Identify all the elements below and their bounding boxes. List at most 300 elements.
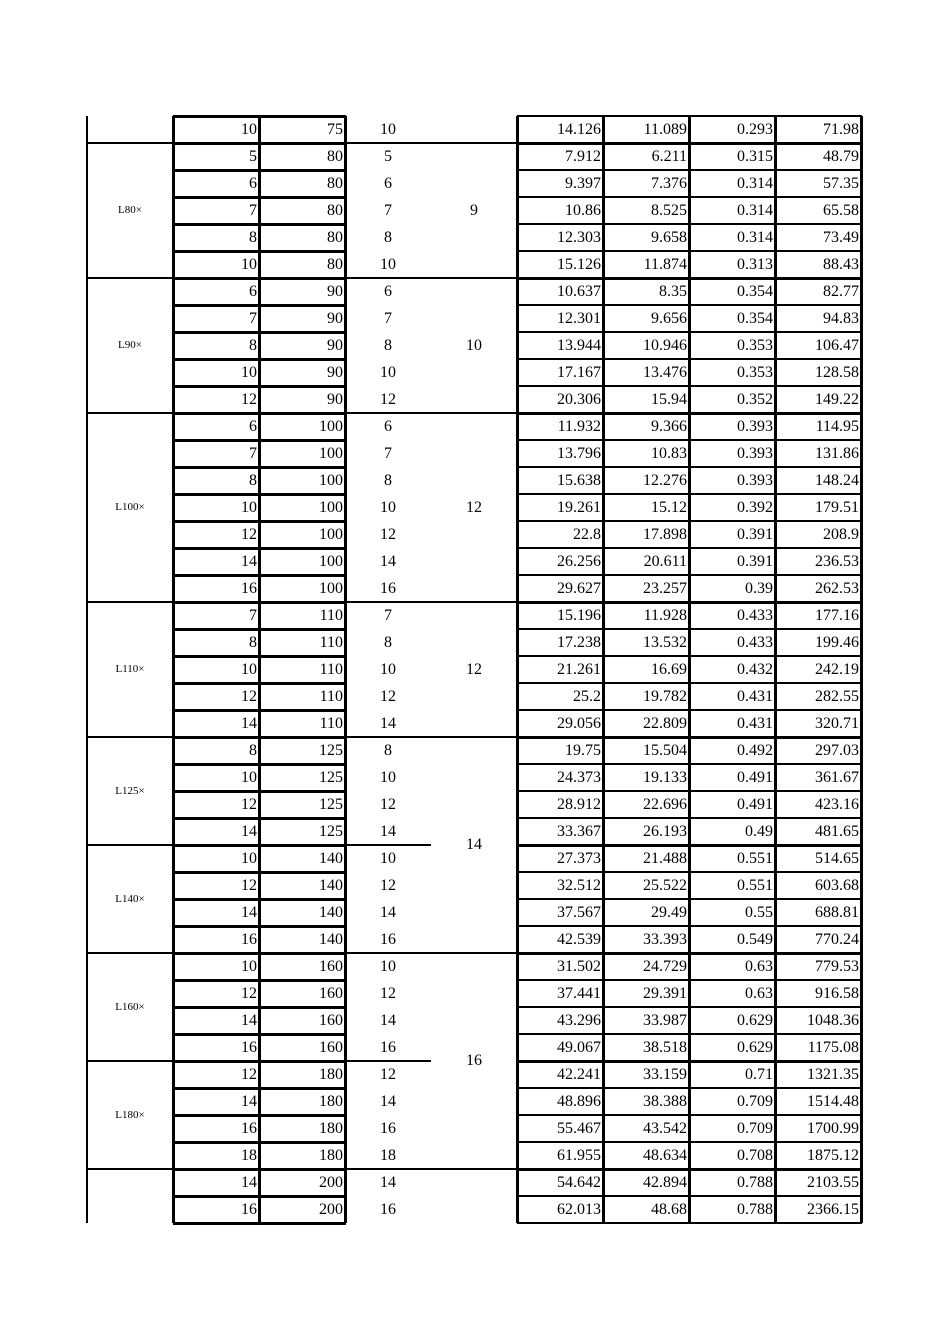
grid-hline xyxy=(173,169,346,172)
table-cell: 100 xyxy=(319,445,343,462)
group-hline xyxy=(87,1168,173,1170)
table-cell: 11.932 xyxy=(557,418,601,435)
table-cell: 38.518 xyxy=(643,1039,687,1056)
grid-hline xyxy=(173,1060,346,1063)
table-cell: 10 xyxy=(241,958,257,975)
table-cell: 7 xyxy=(384,607,392,624)
group-hline xyxy=(517,736,862,739)
grid-hline xyxy=(173,520,346,523)
flange-hline xyxy=(431,736,517,738)
table-cell: 10.83 xyxy=(651,445,687,462)
table-cell: 180 xyxy=(319,1147,343,1164)
table-cell: 100 xyxy=(319,418,343,435)
grid-hline xyxy=(517,358,862,360)
grid-hline xyxy=(517,223,862,225)
table-cell: 19.133 xyxy=(643,769,687,786)
flange-hline xyxy=(431,142,517,144)
table-cell: 5 xyxy=(384,148,392,165)
group-hline xyxy=(87,277,173,279)
table-cell: 128.58 xyxy=(815,364,859,381)
grid-hline xyxy=(173,1168,346,1171)
table-cell: 6.211 xyxy=(651,148,687,165)
table-cell: 12 xyxy=(380,877,396,894)
table-cell: 10.86 xyxy=(565,202,601,219)
table-cell: 33.159 xyxy=(643,1066,687,1083)
table-cell: 0.314 xyxy=(737,229,773,246)
table-cell: 18 xyxy=(380,1147,396,1164)
table-cell: 160 xyxy=(319,1012,343,1029)
table-cell: 0.353 xyxy=(737,364,773,381)
table-cell: 31.502 xyxy=(557,958,601,975)
table-cell: 18 xyxy=(241,1147,257,1164)
grid-hline xyxy=(517,979,862,981)
table-cell: 15.94 xyxy=(651,391,687,408)
grid-vline xyxy=(860,116,863,1223)
table-cell: 0.63 xyxy=(745,958,773,975)
table-cell: 0.433 xyxy=(737,634,773,651)
table-cell: 29.056 xyxy=(557,715,601,732)
table-cell: 16 xyxy=(380,1201,396,1218)
table-cell: 42.241 xyxy=(557,1066,601,1083)
table-cell: 125 xyxy=(319,823,343,840)
table-cell: 0.391 xyxy=(737,526,773,543)
table-cell: 29.627 xyxy=(557,580,601,597)
table-cell: 43.296 xyxy=(557,1012,601,1029)
table-cell: 37.441 xyxy=(557,985,601,1002)
table-cell: 282.55 xyxy=(815,688,859,705)
table-cell: 48.634 xyxy=(643,1147,687,1164)
table-cell: 22.696 xyxy=(643,796,687,813)
table-cell: 0.709 xyxy=(737,1093,773,1110)
table-cell: 22.8 xyxy=(573,526,601,543)
table-cell: 125 xyxy=(319,742,343,759)
table-cell: 14.126 xyxy=(557,121,601,138)
table-cell: 12 xyxy=(380,985,396,1002)
group-hline xyxy=(345,142,431,144)
table-cell: 481.65 xyxy=(815,823,859,840)
table-cell: 12 xyxy=(241,796,257,813)
table-cell: 320.71 xyxy=(815,715,859,732)
table-cell: 916.58 xyxy=(815,985,859,1002)
group-hline xyxy=(517,277,862,280)
table-cell: 8 xyxy=(384,634,392,651)
grid-hline xyxy=(173,412,346,415)
grid-hline xyxy=(173,250,346,253)
table-cell: 0.433 xyxy=(737,607,773,624)
flange-hline xyxy=(431,1168,517,1170)
table-cell: 0.431 xyxy=(737,715,773,732)
table-cell: 14 xyxy=(380,715,396,732)
table-cell: 1048.36 xyxy=(807,1012,859,1029)
table-cell: 88.43 xyxy=(823,256,859,273)
table-cell: 10 xyxy=(241,661,257,678)
table-cell: 12.301 xyxy=(557,310,601,327)
table-cell: 100 xyxy=(319,553,343,570)
grid-hline xyxy=(517,196,862,198)
group-label xyxy=(87,116,173,143)
grid-hline xyxy=(517,1114,862,1116)
table-cell: 33.367 xyxy=(557,823,601,840)
table-cell: 94.83 xyxy=(823,310,859,327)
grid-hline xyxy=(517,1222,862,1224)
table-cell: 17.238 xyxy=(557,634,601,651)
grid-hline xyxy=(173,196,346,199)
table-cell: 90 xyxy=(327,364,343,381)
flange-cell: 9 xyxy=(470,201,478,219)
table-cell: 6 xyxy=(249,175,257,192)
grid-hline xyxy=(173,844,346,847)
grid-hline xyxy=(173,1222,346,1225)
table-cell: 48.896 xyxy=(557,1093,601,1110)
grid-hline xyxy=(173,115,346,118)
grid-hline xyxy=(517,466,862,468)
grid-hline xyxy=(517,250,862,252)
table-cell: 13.476 xyxy=(643,364,687,381)
table-cell: 11.928 xyxy=(643,607,687,624)
table-cell: 125 xyxy=(319,796,343,813)
flange-cell: 10 xyxy=(466,336,482,354)
table-cell: 71.98 xyxy=(823,121,859,138)
table-cell: 8 xyxy=(384,742,392,759)
table-cell: 2103.55 xyxy=(807,1174,859,1191)
grid-hline xyxy=(517,628,862,630)
table-cell: 38.388 xyxy=(643,1093,687,1110)
grid-hline xyxy=(173,952,346,955)
table-cell: 32.512 xyxy=(557,877,601,894)
table-cell: 7 xyxy=(249,310,257,327)
table-cell: 0.549 xyxy=(737,931,773,948)
table-cell: 19.75 xyxy=(565,742,601,759)
grid-hline xyxy=(517,682,862,684)
table-cell: 0.551 xyxy=(737,877,773,894)
table-cell: 7 xyxy=(249,202,257,219)
table-cell: 12 xyxy=(241,688,257,705)
flange-cell: 12 xyxy=(466,498,482,516)
table-cell: 0.49 xyxy=(745,823,773,840)
grid-hline xyxy=(517,1087,862,1089)
grid-hline xyxy=(173,493,346,496)
table-cell: 80 xyxy=(327,175,343,192)
table-cell: 110 xyxy=(319,661,343,678)
grid-hline xyxy=(517,1141,862,1143)
table-cell: 29.49 xyxy=(651,904,687,921)
grid-hline xyxy=(517,439,862,441)
table-cell: 110 xyxy=(319,634,343,651)
grid-hline xyxy=(517,115,862,117)
flange-hline xyxy=(431,952,517,954)
table-cell: 8 xyxy=(384,229,392,246)
table-cell: 110 xyxy=(319,607,343,624)
table-cell: 100 xyxy=(319,580,343,597)
table-cell: 54.642 xyxy=(557,1174,601,1191)
table-cell: 24.373 xyxy=(557,769,601,786)
table-cell: 22.809 xyxy=(643,715,687,732)
table-cell: 12.303 xyxy=(557,229,601,246)
grid-hline xyxy=(173,628,346,631)
table-cell: 236.53 xyxy=(815,553,859,570)
table-cell: 180 xyxy=(319,1093,343,1110)
table-cell: 180 xyxy=(319,1066,343,1083)
grid-hline xyxy=(173,790,346,793)
grid-hline xyxy=(173,1033,346,1036)
grid-hline xyxy=(517,547,862,549)
table-cell: 6 xyxy=(249,283,257,300)
grid-vline xyxy=(602,116,605,1223)
table-cell: 8 xyxy=(249,229,257,246)
grid-hline xyxy=(173,763,346,766)
table-cell: 48.79 xyxy=(823,148,859,165)
table-cell: 297.03 xyxy=(815,742,859,759)
flange-cell: 16 xyxy=(466,1052,482,1069)
table-cell: 62.013 xyxy=(557,1201,601,1218)
table-cell: 140 xyxy=(319,904,343,921)
table-cell: 80 xyxy=(327,256,343,273)
table-cell: 110 xyxy=(319,688,343,705)
flange-hline xyxy=(431,412,517,414)
grid-hline xyxy=(517,709,862,711)
table-cell: 0.71 xyxy=(745,1066,773,1083)
table-cell: 8 xyxy=(249,634,257,651)
table-cell: 55.467 xyxy=(557,1120,601,1137)
table-cell: 25.522 xyxy=(643,877,687,894)
table-cell: 0.393 xyxy=(737,445,773,462)
table-cell: 12 xyxy=(380,796,396,813)
table-cell: 82.77 xyxy=(823,283,859,300)
table-cell: 12 xyxy=(241,877,257,894)
table-cell: 0.55 xyxy=(745,904,773,921)
group-label: L125× xyxy=(115,784,145,797)
table-cell: 27.373 xyxy=(557,850,601,867)
table-cell: 180 xyxy=(319,1120,343,1137)
table-cell: 160 xyxy=(319,958,343,975)
table-cell: 100 xyxy=(319,499,343,516)
table-cell: 90 xyxy=(327,310,343,327)
table-cell: 16 xyxy=(241,1201,257,1218)
table-cell: 10 xyxy=(241,499,257,516)
table-cell: 179.51 xyxy=(815,499,859,516)
grid-hline xyxy=(517,331,862,333)
table-cell: 10 xyxy=(380,364,396,381)
table-cell: 100 xyxy=(319,472,343,489)
table-cell: 16 xyxy=(380,931,396,948)
grid-vline xyxy=(86,116,88,1223)
table-cell: 7 xyxy=(384,445,392,462)
grid-hline xyxy=(517,871,862,873)
table-cell: 14 xyxy=(241,904,257,921)
group-hline xyxy=(87,952,173,954)
table-cell: 208.9 xyxy=(823,526,859,543)
table-cell: 0.629 xyxy=(737,1012,773,1029)
table-cell: 149.22 xyxy=(815,391,859,408)
table-cell: 12 xyxy=(241,985,257,1002)
grid-hline xyxy=(173,1114,346,1117)
table-cell: 12 xyxy=(380,1066,396,1083)
table-cell: 90 xyxy=(327,337,343,354)
grid-hline xyxy=(173,1006,346,1009)
grid-hline xyxy=(173,223,346,226)
table-cell: 11.089 xyxy=(643,121,687,138)
table-cell: 7 xyxy=(384,202,392,219)
table-cell: 19.261 xyxy=(557,499,601,516)
table-cell: 12 xyxy=(241,526,257,543)
table-cell: 12 xyxy=(241,1066,257,1083)
table-cell: 14 xyxy=(241,1174,257,1191)
table-cell: 200 xyxy=(319,1201,343,1218)
grid-hline xyxy=(173,1195,346,1198)
table-cell: 7.912 xyxy=(565,148,601,165)
table-cell: 0.354 xyxy=(737,310,773,327)
group-hline xyxy=(517,412,862,415)
grid-hline xyxy=(517,493,862,495)
grid-hline xyxy=(517,385,862,387)
table-cell: 17.898 xyxy=(643,526,687,543)
grid-hline xyxy=(173,277,346,280)
table-cell: 10 xyxy=(241,121,257,138)
grid-vline xyxy=(258,116,261,1223)
grid-hline xyxy=(173,385,346,388)
table-cell: 14 xyxy=(241,1012,257,1029)
table-cell: 16 xyxy=(241,931,257,948)
flange-cell xyxy=(431,1169,517,1223)
table-cell: 0.314 xyxy=(737,175,773,192)
grid-hline xyxy=(517,790,862,792)
table-cell: 10 xyxy=(380,769,396,786)
table-cell: 140 xyxy=(319,931,343,948)
table-cell: 0.788 xyxy=(737,1201,773,1218)
table-cell: 0.551 xyxy=(737,850,773,867)
table-cell: 10 xyxy=(380,121,396,138)
table-cell: 24.729 xyxy=(643,958,687,975)
group-label: L140× xyxy=(115,892,145,905)
table-cell: 16 xyxy=(241,580,257,597)
group-hline xyxy=(87,844,173,846)
table-cell: 14 xyxy=(241,1093,257,1110)
grid-hline xyxy=(517,655,862,657)
grid-hline xyxy=(173,304,346,307)
table-cell: 8 xyxy=(384,337,392,354)
table-cell: 0.391 xyxy=(737,553,773,570)
group-hline xyxy=(517,1168,862,1171)
table-cell: 8 xyxy=(249,472,257,489)
grid-hline xyxy=(517,304,862,306)
table-cell: 0.431 xyxy=(737,688,773,705)
table-cell: 12 xyxy=(380,526,396,543)
table-cell: 6 xyxy=(384,175,392,192)
group-hline xyxy=(345,277,431,279)
group-hline xyxy=(87,736,173,738)
grid-hline xyxy=(173,331,346,334)
grid-hline xyxy=(517,1033,862,1035)
table-cell: 9.366 xyxy=(651,418,687,435)
table-cell: 1321.35 xyxy=(807,1066,859,1083)
table-cell: 20.611 xyxy=(643,553,687,570)
table-cell: 1875.12 xyxy=(807,1147,859,1164)
table-cell: 15.504 xyxy=(643,742,687,759)
table-cell: 10 xyxy=(380,499,396,516)
table-cell: 29.391 xyxy=(643,985,687,1002)
grid-hline xyxy=(173,871,346,874)
table-cell: 14 xyxy=(380,1012,396,1029)
table-cell: 15.126 xyxy=(557,256,601,273)
table-cell: 26.256 xyxy=(557,553,601,570)
table-cell: 14 xyxy=(380,904,396,921)
grid-hline xyxy=(517,898,862,900)
grid-hline xyxy=(173,574,346,577)
group-hline xyxy=(345,952,431,954)
table-cell: 0.293 xyxy=(737,121,773,138)
table-cell: 10 xyxy=(241,364,257,381)
table-cell: 10 xyxy=(241,769,257,786)
table-cell: 106.47 xyxy=(815,337,859,354)
table-cell: 10.637 xyxy=(557,283,601,300)
table-cell: 12 xyxy=(380,391,396,408)
table-cell: 779.53 xyxy=(815,958,859,975)
group-hline xyxy=(345,1060,431,1062)
table-cell: 1514.48 xyxy=(807,1093,859,1110)
grid-hline xyxy=(173,655,346,658)
grid-hline xyxy=(173,682,346,685)
table-cell: 200 xyxy=(319,1174,343,1191)
grid-vline xyxy=(516,116,519,1223)
group-hline xyxy=(87,1060,173,1062)
table-cell: 28.912 xyxy=(557,796,601,813)
table-cell: 21.488 xyxy=(643,850,687,867)
grid-hline xyxy=(173,736,346,739)
table-cell: 43.542 xyxy=(643,1120,687,1137)
flange-hline xyxy=(431,277,517,279)
group-label: L110× xyxy=(115,663,145,675)
table-cell: 7 xyxy=(384,310,392,327)
table-cell: 42.539 xyxy=(557,931,601,948)
table-cell: 0.314 xyxy=(737,202,773,219)
table-cell: 8 xyxy=(249,337,257,354)
table-cell: 8.525 xyxy=(651,202,687,219)
grid-hline xyxy=(517,763,862,765)
grid-vline xyxy=(774,116,777,1223)
table-cell: 0.491 xyxy=(737,769,773,786)
table-cell: 33.987 xyxy=(643,1012,687,1029)
table-cell: 14 xyxy=(380,823,396,840)
table-cell: 7 xyxy=(249,607,257,624)
table-cell: 1175.08 xyxy=(807,1039,859,1056)
table-cell: 13.944 xyxy=(557,337,601,354)
table-cell: 6 xyxy=(384,283,392,300)
group-hline xyxy=(345,1168,431,1170)
table-cell: 0.393 xyxy=(737,418,773,435)
group-hline xyxy=(87,412,173,414)
grid-hline xyxy=(173,466,346,469)
table-cell: 37.567 xyxy=(557,904,601,921)
table-cell: 75 xyxy=(327,121,343,138)
table-cell: 0.491 xyxy=(737,796,773,813)
group-hline xyxy=(517,601,862,604)
group-label: L80× xyxy=(118,204,142,216)
table-cell: 33.393 xyxy=(643,931,687,948)
table-cell: 25.2 xyxy=(573,688,601,705)
grid-vline xyxy=(172,116,175,1223)
grid-hline xyxy=(173,1141,346,1144)
grid-hline xyxy=(517,1195,862,1197)
table-cell: 14 xyxy=(380,1093,396,1110)
table-cell: 0.39 xyxy=(745,580,773,597)
table-cell: 80 xyxy=(327,229,343,246)
table-cell: 20.306 xyxy=(557,391,601,408)
table-cell: 10 xyxy=(241,850,257,867)
table-cell: 0.708 xyxy=(737,1147,773,1164)
grid-hline xyxy=(173,898,346,901)
table-cell: 0.788 xyxy=(737,1174,773,1191)
grid-hline xyxy=(517,574,862,576)
